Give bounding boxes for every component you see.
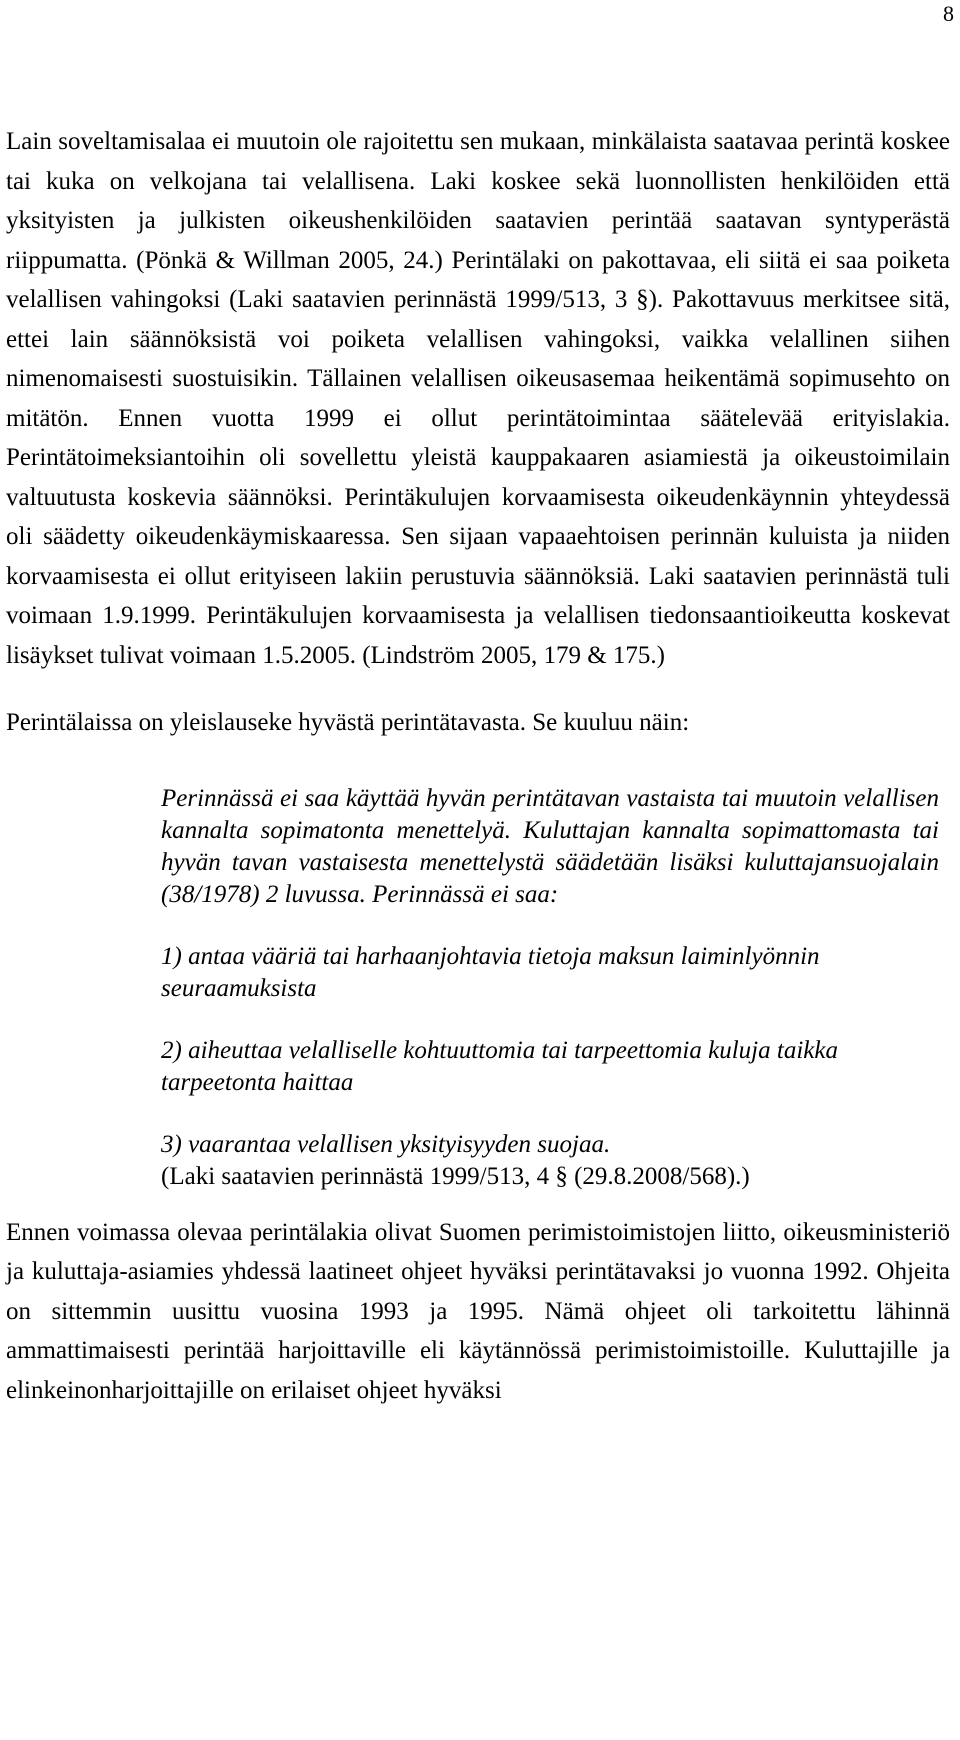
paragraph-scope: Lain soveltamisalaa ei muutoin ole rajoitettu sen mukaan, minkälaista saatavaa perintä koskee tai kuka on velkojana tai velallisena. Laki koskee sekä luonnollisten henkilöiden että yksityisten ja julkisten oikeushenkilöiden saatavien perintää saatavan syntyperästä riippumatta. (Pönkä & Willman 2005, 24.) Perintälaki on pakottavaa, eli siitä ei saa poiketa velallisen vahingoksi (Laki saatavien perinnästä 1999/513, 3 §). Pakottavuus merkitsee sitä, ettei lain säännöksistä voi poiketa velallisen vahingoksi, vaikka velallinen siihen nimenomaisesti suostuisikin. Tällainen velallisen oikeusasemaa heikentämä sopimusehto on mitätön. Ennen vuotta 1999 ei ollut perintätoimintaa säätelevää erityislakia. Perintätoimeksiantoihin oli sovellettu yleistä kauppakaaren asiamiestä ja oikeustoimilain valtuutusta koskevia säännöksi. Perintäkulujen korvaamisesta oikeudenkäynnin yhteydessä oli säädetty oikeudenkäymiskaaressa. Sen sijaan vapaaehtoisen perinnän kuluista ja niiden korvaamisesta ei ollut erityiseen lakiin perustuvia säännöksiä. Laki saatavien perinnästä tuli voimaan 1.9.1999. Perintäkulujen korvaamisesta ja velallisen tiedonsaantioikeutta koskevat lisäykset tulivat voimaan 1.5.2005. (Lindström 2005, 179 & 175.) — [6, 128, 950, 669]
law-quote-reference: (Laki saatavien perinnästä 1999/513, 4 § (29.8.2008/568).) — [161, 1162, 750, 1190]
law-quote-item-2: 2) aiheuttaa velalliselle kohtuuttomia tai tarpeettomia kuluja taikka tarpeetonta haittaa — [161, 1036, 838, 1096]
law-quote-item-3: 3) vaarantaa velallisen yksityisyyden suojaa. — [161, 1130, 611, 1158]
paragraph-guidelines: Ennen voimassa olevaa perintälakia olivat Suomen perimistoimistojen liitto, oikeusministeriö ja kuluttaja-asiamies yhdessä laatineet ohjeet hyväksi perintätavaksi jo vuonna 1992. Ohjeita on sittemmin uusittu vuosina 1993 ja 1995. Nämä ohjeet oli tarkoitettu lähinnä ammattimaisesti perintää harjoittaville eli käytännössä perimistoimistoille. Kuluttajille ja elinkeinonharjoittajille on erilaiset ohjeet hyväksi — [6, 1218, 950, 1404]
document-body — [6, 122, 950, 1410]
page-number: 8 — [943, 1, 954, 26]
paragraph-general-clause: Perintälaissa on yleislauseke hyvästä perintätavasta. Se kuuluu näin: — [6, 709, 690, 736]
law-quote — [161, 783, 939, 1193]
law-quote-intro: Perinnässä ei saa käyttää hyvän perintätavan vastaista tai muutoin velallisen kannalta sopimatonta menettelyä. Kuluttajan kannalta sopimattomasta tai hyvän tavan vastaisesta menettelystä säädetään lisäksi kuluttajansuojalain (38/1978) 2 luvussa. Perinnässä ei saa: — [161, 784, 939, 908]
law-quote-item-1: 1) antaa vääriä tai harhaanjohtavia tietoja maksun laiminlyönnin seuraamuksista — [161, 942, 820, 1002]
